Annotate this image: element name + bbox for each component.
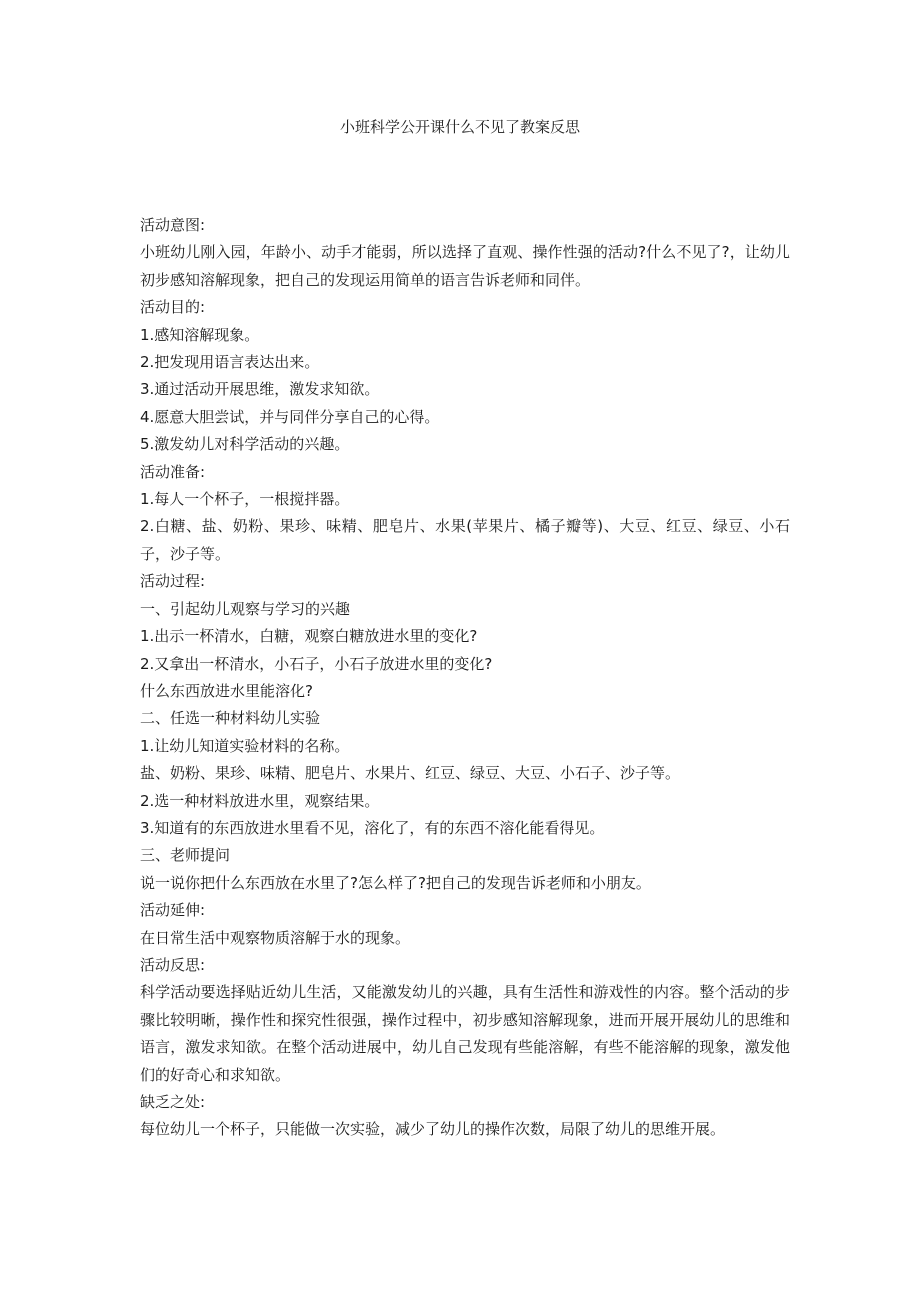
section-item: 3.知道有的东西放进水里看不见，溶化了，有的东西不溶化能看得见。 (140, 818, 605, 837)
section-item: 盐、奶粉、果珍、味精、肥皂片、水果片、红豆、绿豆、大豆、小石子、沙子等。 (140, 764, 681, 783)
goal-item: 3.通过活动开展思维，激发求知欲。 (140, 380, 380, 399)
document-body (140, 212, 790, 1144)
goal-item: 1.感知溶解现象。 (140, 325, 260, 344)
section-item: 什么东西放进水里能溶化? (140, 681, 313, 700)
section-title: 三、老师提问 (140, 846, 231, 865)
section-item: 说一说你把什么东西放在水里了?怎么样了?把自己的发现告诉老师和小朋友。 (140, 873, 651, 892)
extension-text: 在日常生活中观察物质溶解于水的现象。 (140, 928, 411, 947)
section-item: 1.出示一杯清水，白糖，观察白糖放进水里的变化? (140, 627, 478, 646)
shortcoming-text: 每位幼儿一个杯子，只能做一次实验，减少了幼儿的操作次数，局限了幼儿的思维开展。 (140, 1120, 726, 1139)
reflection-heading: 活动反思: (140, 955, 206, 974)
extension-heading: 活动延伸: (140, 901, 206, 920)
goal-item: 2.把发现用语言表达出来。 (140, 353, 320, 372)
intent-heading: 活动意图: (140, 216, 206, 234)
prep-item: 2.白糖、盐、奶粉、果珍、味精、肥皂片、水果(苹果片、橘子瓣等)、大豆、红豆、绿豆、小石子，沙子等。 (140, 517, 790, 563)
shortcoming-heading: 缺乏之处: (140, 1093, 206, 1111)
section-item: 2.选一种材料放进水里，观察结果。 (140, 791, 380, 810)
goals-heading: 活动目的: (140, 298, 206, 317)
prep-item: 1.每人一个杯子，一根搅拌器。 (140, 490, 350, 509)
section-title: 一、引起幼儿观察与学习的兴趣 (140, 599, 351, 618)
goal-item: 5.激发幼儿对科学活动的兴趣。 (140, 435, 350, 454)
section-title: 二、任选一种材料幼儿实验 (140, 709, 321, 728)
section-item: 2.又拿出一杯清水，小石子，小石子放进水里的变化? (140, 654, 493, 673)
document-title: 小班科学公开课什么不见了教案反思 (339, 118, 580, 136)
intent-paragraph: 小班幼儿刚入园，年龄小、动手才能弱，所以选择了直观、操作性强的活动?什么不见了?，让幼儿初步感知溶解现象，把自己的发现运用简单的语言告诉老师和同伴。 (140, 243, 790, 289)
process-heading: 活动过程: (140, 572, 206, 591)
reflection-paragraph: 科学活动要选择贴近幼儿生活，又能激发幼儿的兴趣，具有生活性和游戏性的内容。整个活动的步骤比较明晰，操作性和探究性很强，操作过程中，初步感知溶解现象，进而开展开展幼儿的思维和语言，激发求知欲。在整个活动进展中，幼儿自己发现有些能溶解，有些不能溶解的现象，激发他们的好奇心和求知欲。 (140, 983, 790, 1084)
section-item: 1.让幼儿知道实验材料的名称。 (140, 736, 350, 755)
prep-heading: 活动准备: (140, 462, 206, 481)
goal-item: 4.愿意大胆尝试，并与同伴分享自己的心得。 (140, 407, 440, 426)
